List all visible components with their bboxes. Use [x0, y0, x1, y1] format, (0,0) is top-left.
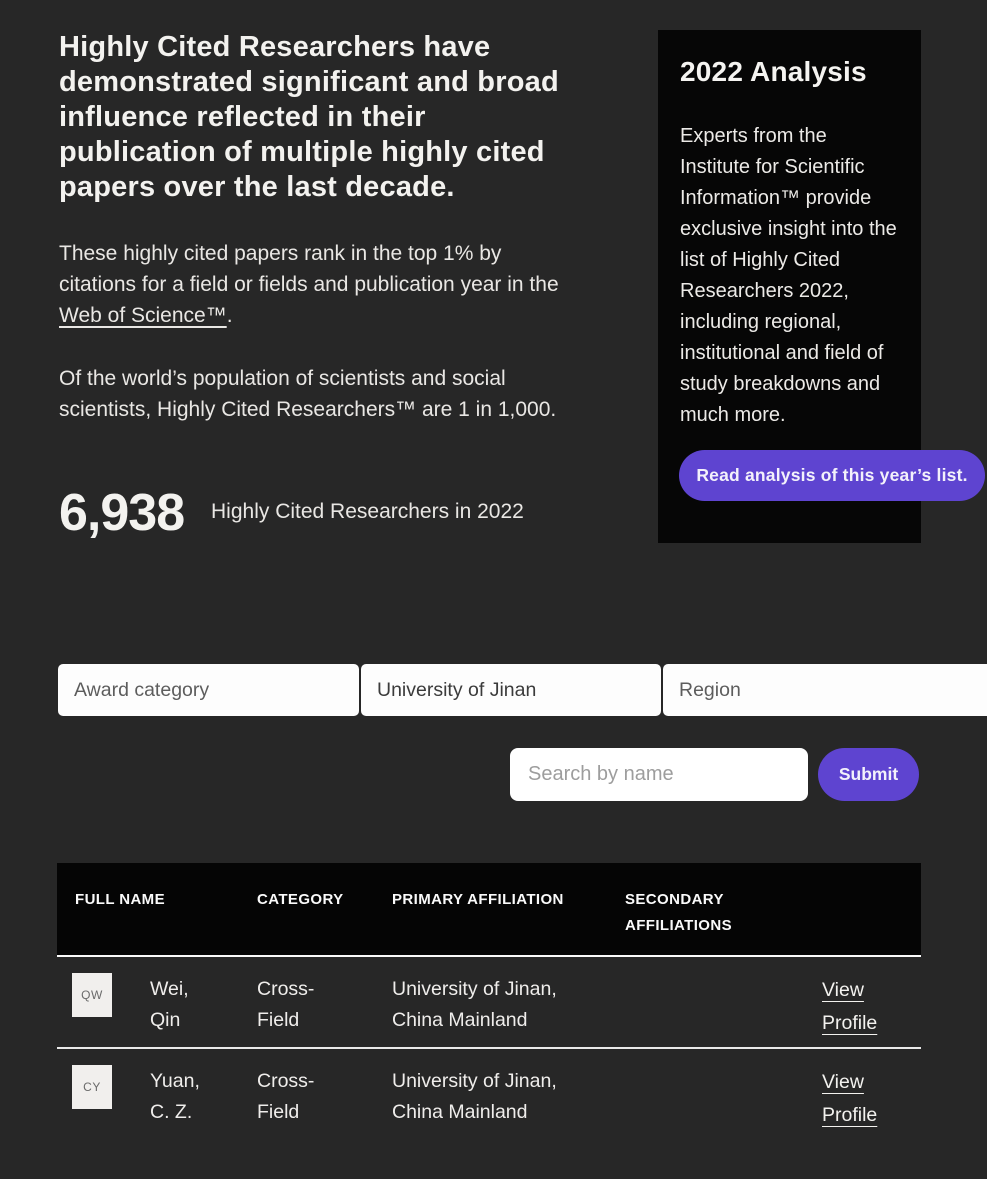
column-header-primary-affiliation: PRIMARY AFFILIATION	[392, 891, 564, 908]
analysis-card-body: Experts from the Institute for Scientific Information™ provide exclusive insight into the list of Highly Cited Researchers 2022, including regional, institutional and field of study breakdowns and much more.	[680, 125, 897, 426]
top-papers-paragraph	[59, 238, 564, 331]
paragraph-text: These highly cited papers rank in the top 1% by citations for a field or fields and publication year in the	[59, 242, 559, 296]
institution-filter[interactable]	[361, 664, 661, 716]
award-category-filter[interactable]	[58, 664, 359, 716]
table-header-row	[57, 863, 921, 957]
read-analysis-button[interactable]: Read analysis of this year’s list.	[679, 450, 985, 501]
paragraph-text: .	[226, 304, 233, 327]
column-header-actions	[822, 863, 921, 955]
researchers-stat	[59, 483, 574, 543]
column-header-category: CATEGORY	[257, 891, 344, 908]
table-row	[57, 1049, 921, 1141]
web-of-science-link[interactable]: Web of Science™	[59, 304, 227, 327]
population-paragraph: Of the world’s population of scientists and social scientists, Highly Cited Researchers™ are 1 in 1,000.	[59, 367, 557, 421]
secondary-affiliations-cell	[625, 957, 822, 1047]
actions-cell	[822, 1049, 921, 1141]
avatar: QW	[72, 973, 112, 1017]
view-profile-link[interactable]: View Profile	[822, 1071, 878, 1126]
table-row	[57, 957, 921, 1049]
column-header-secondary-affiliations: SECONDARY AFFILIATIONS	[625, 891, 733, 934]
stat-value: 6,938	[59, 484, 185, 542]
secondary-affiliations-cell	[625, 1049, 822, 1141]
avatar-cell	[57, 957, 150, 1047]
intro-section	[59, 28, 574, 588]
primary-affiliation-cell: University of Jinan, China Mainland	[392, 978, 557, 1031]
view-profile-link[interactable]: View Profile	[822, 979, 878, 1034]
avatar: CY	[72, 1065, 112, 1109]
submit-button[interactable]: Submit	[818, 748, 919, 801]
filter-bar	[58, 664, 987, 716]
region-filter[interactable]	[663, 664, 987, 716]
analysis-card-title: 2022 Analysis	[680, 56, 867, 87]
category-cell: Cross-Field	[257, 978, 315, 1031]
category-cell: Cross-Field	[257, 1070, 315, 1123]
page-title: Highly Cited Researchers have demonstrated significant and broad influence reflected in their publication of multiple highly cited papers over the last decade.	[59, 31, 559, 203]
avatar-cell	[57, 1049, 150, 1141]
stat-label: Highly Cited Researchers in 2022	[211, 500, 524, 523]
primary-affiliation-cell: University of Jinan, China Mainland	[392, 1070, 557, 1123]
full-name-cell: Wei, Qin	[150, 978, 189, 1031]
researchers-table	[57, 863, 921, 1141]
full-name-cell: Yuan, C. Z.	[150, 1070, 200, 1123]
actions-cell	[822, 957, 921, 1047]
search-by-name-input[interactable]	[510, 748, 808, 801]
column-header-full-name: FULL NAME	[75, 891, 165, 908]
